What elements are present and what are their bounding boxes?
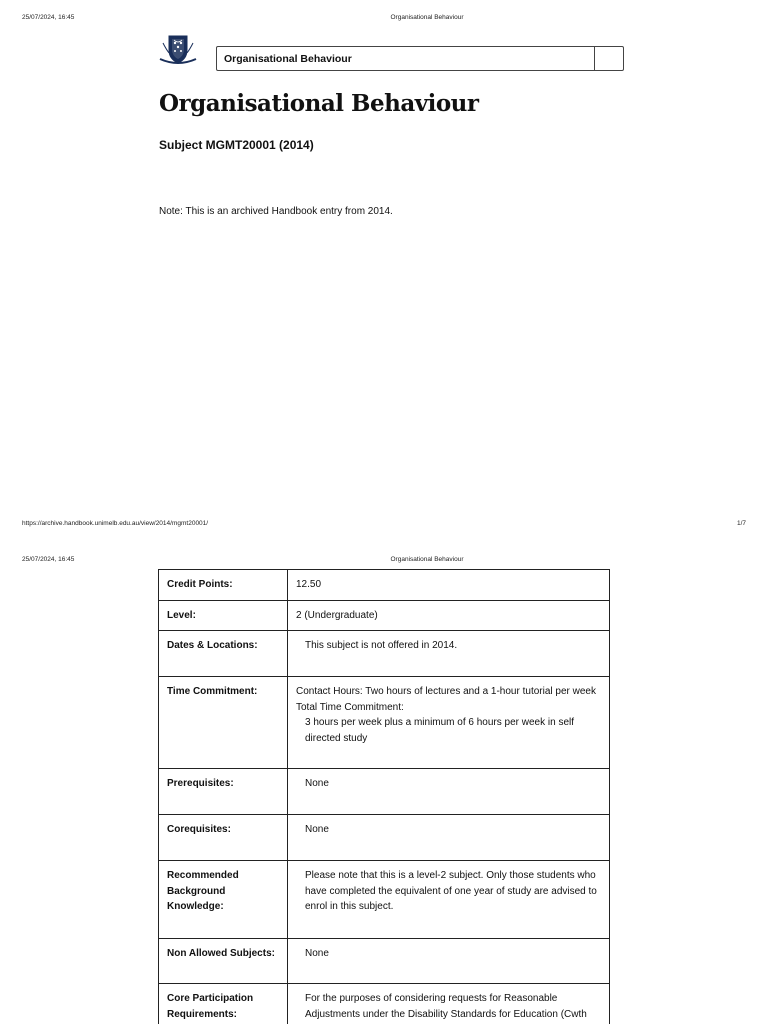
row-key: Dates & Locations: [159,631,288,677]
row-key: Time Commitment: [159,677,288,769]
row-value [288,984,610,1024]
subject-details-table [158,569,610,1024]
table-row [159,677,610,769]
row-value-line: 2 (Undergraduate) [296,609,378,621]
row-key: Prerequisites: [159,769,288,815]
search-input-value: Organisational Behaviour [224,53,352,65]
row-key: Non Allowed Subjects: [159,939,288,984]
table-row [159,861,610,939]
search-input[interactable] [216,46,624,71]
page-title: Organisational Behaviour [159,90,479,117]
table-row [159,939,610,984]
row-value [288,600,610,631]
row-value-line: None [305,824,329,835]
row-value-line: Total Time Commitment: [296,701,404,713]
row-value [288,570,610,601]
print-datetime: 25/07/2024, 16:45 [22,14,75,21]
row-value [288,677,610,769]
print-doc-title: Organisational Behaviour [390,14,464,21]
row-value-line: 12.50 [296,579,322,590]
row-value [288,815,610,861]
table-row [159,570,610,601]
row-key: Recommended Background Knowledge: [159,861,288,939]
row-value [288,631,610,677]
row-value-line: Contact Hours: Two hours of lectures and a 1-hour tutorial per week [296,686,596,697]
row-value-line: This subject is not offered in 2014. [305,640,458,651]
row-key: Core Participation Requirements: [159,984,288,1024]
row-key: Credit Points: [159,570,288,601]
print-doc-title: Organisational Behaviour [390,556,464,563]
table-row [159,815,610,861]
print-page-number: 1/7 [736,520,746,527]
row-value [288,939,610,984]
university-crest-logo[interactable] [157,33,199,67]
row-key: Level: [159,600,288,631]
row-value-line: For the purposes of considering requests for Reasonable Adjustments under the Disability Standards for Education (Cwth [305,993,587,1020]
table-row [159,769,610,815]
row-value [288,769,610,815]
subject-code: Subject MGMT20001 (2014) [159,138,314,152]
table-row [159,984,610,1024]
table-row [159,631,610,677]
row-value-line: None [305,948,329,959]
row-key: Corequisites: [159,815,288,861]
table-row [159,600,610,631]
row-value-line: None [305,778,329,789]
print-url: https://archive.handbook.unimelb.edu.au/view/2014/mgmt20001/ [22,520,209,527]
search-button[interactable] [594,47,623,70]
row-value-line: Please note that this is a level-2 subject. Only those students who have completed the equivalent of one year of study are advised to enrol in this subject. [305,870,597,912]
row-value [288,861,610,939]
row-value-line: 3 hours per week plus a minimum of 6 hours per week in self directed study [305,717,575,744]
print-datetime: 25/07/2024, 16:45 [22,556,75,563]
archive-note: Note: This is an archived Handbook entry from 2014. [159,206,393,217]
